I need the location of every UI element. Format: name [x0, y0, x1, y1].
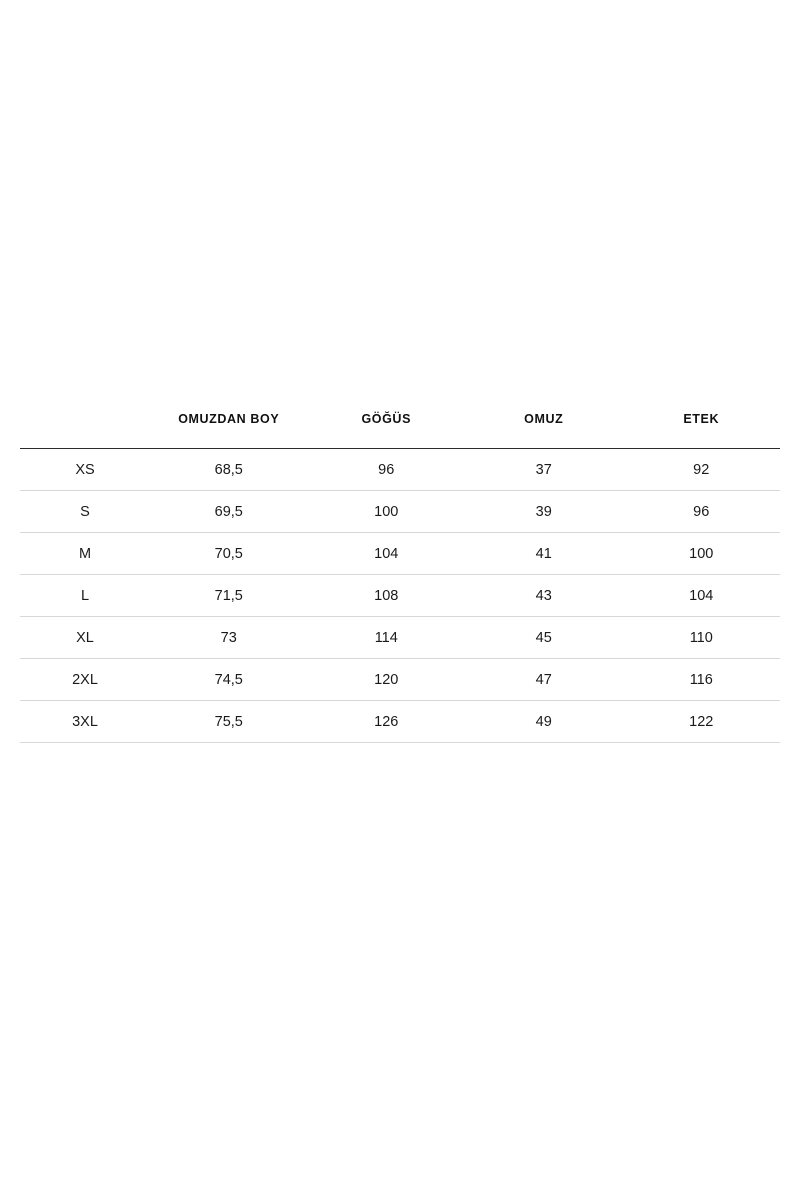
table-header: [20, 412, 780, 449]
cell-size: XL: [20, 617, 150, 659]
cell-etek: 116: [623, 659, 781, 701]
cell-omuzdan-boy: 74,5: [150, 659, 308, 701]
size-table-container: [20, 412, 780, 743]
cell-size: 3XL: [20, 701, 150, 743]
cell-omuzdan-boy: 73: [150, 617, 308, 659]
table-row: [20, 617, 780, 659]
cell-etek: 100: [623, 533, 781, 575]
cell-size: L: [20, 575, 150, 617]
cell-gogus: 120: [308, 659, 466, 701]
cell-gogus: 114: [308, 617, 466, 659]
table-row: [20, 575, 780, 617]
cell-size: S: [20, 491, 150, 533]
cell-gogus: 126: [308, 701, 466, 743]
cell-etek: 122: [623, 701, 781, 743]
cell-omuzdan-boy: 71,5: [150, 575, 308, 617]
cell-omuz: 43: [465, 575, 623, 617]
cell-gogus: 100: [308, 491, 466, 533]
cell-size: XS: [20, 449, 150, 491]
table-row: [20, 701, 780, 743]
cell-omuz: 47: [465, 659, 623, 701]
column-header-omuzdan-boy: OMUZDAN BOY: [178, 412, 280, 426]
cell-omuzdan-boy: 68,5: [150, 449, 308, 491]
column-header-omuz: OMUZ: [524, 412, 564, 426]
cell-size: 2XL: [20, 659, 150, 701]
cell-gogus: 108: [308, 575, 466, 617]
cell-omuzdan-boy: 70,5: [150, 533, 308, 575]
column-header-size: [20, 412, 150, 449]
table-row: [20, 533, 780, 575]
cell-gogus: 104: [308, 533, 466, 575]
cell-etek: 110: [623, 617, 781, 659]
cell-omuz: 49: [465, 701, 623, 743]
cell-etek: 92: [623, 449, 781, 491]
cell-omuz: 45: [465, 617, 623, 659]
table-row: [20, 491, 780, 533]
cell-omuzdan-boy: 69,5: [150, 491, 308, 533]
cell-omuzdan-boy: 75,5: [150, 701, 308, 743]
cell-omuz: 39: [465, 491, 623, 533]
table-header-row: [20, 412, 780, 449]
column-header-etek: ETEK: [683, 412, 720, 426]
cell-omuz: 37: [465, 449, 623, 491]
size-table: [20, 412, 780, 743]
cell-size: M: [20, 533, 150, 575]
table-row: [20, 659, 780, 701]
cell-etek: 96: [623, 491, 781, 533]
table-row: [20, 449, 780, 491]
cell-gogus: 96: [308, 449, 466, 491]
table-body: [20, 449, 780, 743]
column-header-gogus: GÖĞÜS: [361, 412, 412, 426]
cell-omuz: 41: [465, 533, 623, 575]
cell-etek: 104: [623, 575, 781, 617]
